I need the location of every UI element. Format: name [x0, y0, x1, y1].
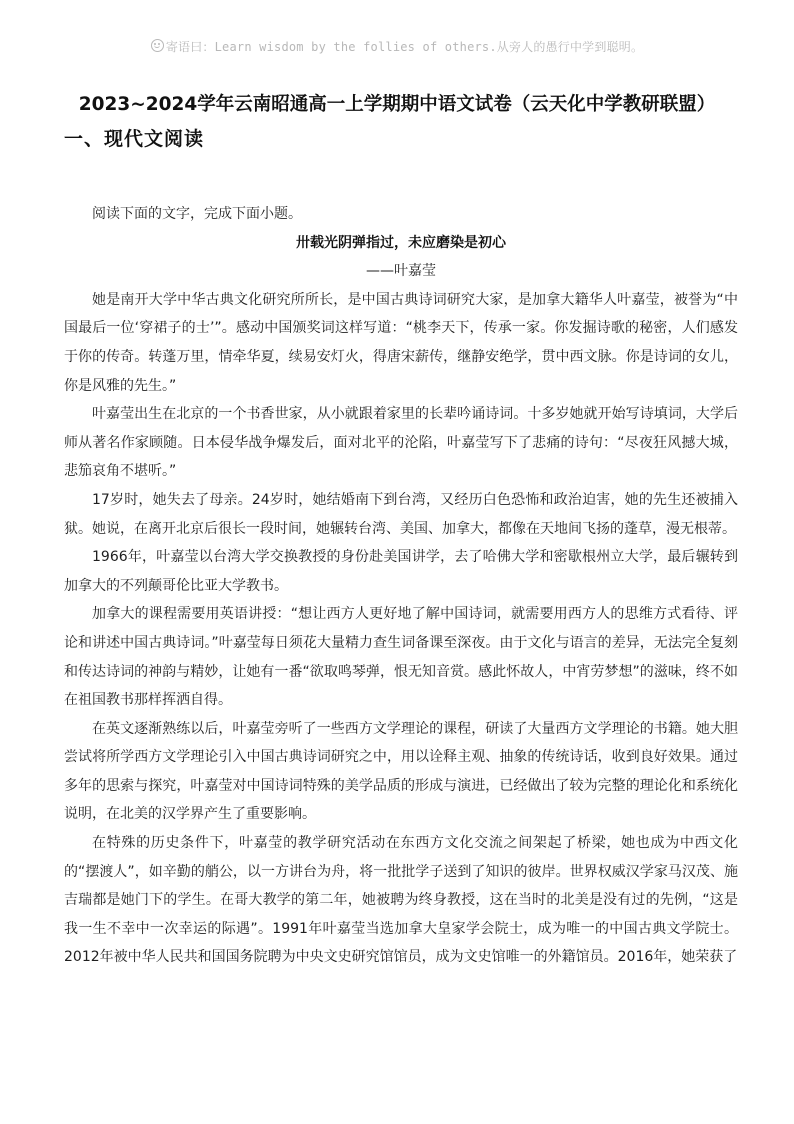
article-author: ——叶嘉莹 [366, 263, 436, 280]
article-paragraph: 叶嘉莹出生在北京的一个书香世家，从小就跟着家里的长辈吟诵诗词。十多岁她就开始写诗填词，大学后师从著名作家顾随。日本侵华战争爆发后，面对北平的沦陷，叶嘉莹写下了悲痛的诗句：“尽夜狂风撼大城，悲笳哀角不堪听。” [64, 406, 738, 480]
document-title: 2023~2024学年云南昭通高一上学期期中语文试卷（云天化中学教研联盟） [78, 94, 716, 115]
motto-text: 寄语曰：Learn wisdom by the follies of others.从旁人的愚行中学到聪明。 [165, 40, 644, 54]
reading-instruction: 阅读下面的文字，完成下面小题。 [92, 206, 302, 222]
article-paragraph: 17岁时，她失去了母亲。24岁时，她结婚南下到台湾，又经历白色恐怖和政治迫害，她的先生还被捕入狱。她说，在离开北京后很长一段时间，她辗转台湾、美国、加拿大，都像在天地间飞扬的蓬草，漫无根蒂。 [64, 491, 738, 537]
smiley-icon [151, 39, 164, 52]
page-motto [0, 38, 794, 55]
article-title: 卅载光阴弹指过，未应磨染是初心 [296, 234, 506, 251]
article-paragraph: 1966年，叶嘉莹以台湾大学交换教授的身份赴美国讲学，去了哈佛大学和密歇根州立大学，最后辗转到加拿大的不列颠哥伦比亚大学教书。 [64, 549, 738, 594]
article-paragraph: 她是南开大学中华古典文化研究所所长，是中国古典诗词研究大家，是加拿大籍华人叶嘉莹，被誉为“中国最后一位‘穿裙子的士’”。感动中国颁奖词这样写道：“桃李天下，传承一家。你发掘诗歌的秘密，人们感发于你的传奇。转蓬万里，情牵华夏，续易安灯火，得唐宋薪传，继静安绝学，贯中西文脉。你是诗词的女儿，你是风雅的先生。” [64, 291, 738, 394]
section-heading: 一、现代文阅读 [64, 128, 205, 150]
article-paragraph: 在英文逐渐熟练以后，叶嘉莹旁听了一些西方文学理论的课程，研读了大量西方文学理论的书籍。她大胆尝试将所学西方文学理论引入中国古典诗词研究之中，用以诠释主观、抽象的传统诗话，收到良好效果。通过多年的思索与探究，叶嘉莹对中国诗词特殊的美学品质的形成与演进，已经做出了较为完整的理论化和系统化说明，在北美的汉学界产生了重要影响。 [64, 720, 738, 823]
article-paragraph: 在特殊的历史条件下，叶嘉莹的教学研究活动在东西方文化交流之间架起了桥梁，她也成为中西文化的“摆渡人”，如辛勤的艄公，以一方讲台为舟，将一批批学子送到了知识的彼岸。世界权威汉学家马汉茂、施吉瑞都是她门下的学生。在哥大教学的第二年，她被聘为终身教授，这在当时的北美是没有过的先例，“这是我一生不幸中一次幸运的际遇”。1991年叶嘉莹当选加拿大皇家学会院士，成为唯一的中国古典文学院士。2012年被中华人民共和国国务院聘为中央文史研究馆馆员，成为文史馆唯一的外籍馆员。2016年，她荣获了 [64, 835, 738, 966]
article-paragraph: 加拿大的课程需要用英语讲授：“想让西方人更好地了解中国诗词，就需要用西方人的思维方式看待、评论和讲述中国古典诗词。”叶嘉莹每日须花大量精力查生词备课至深夜。由于文化与语言的差异，无法完全复刻和传达诗词的神韵与精妙，让她有一番“欲取鸣琴弹，恨无知音赏。感此怀故人，中宵劳梦想”的滋味，终不如在祖国教书那样挥洒自得。 [64, 606, 738, 709]
reading-passage [64, 200, 738, 972]
